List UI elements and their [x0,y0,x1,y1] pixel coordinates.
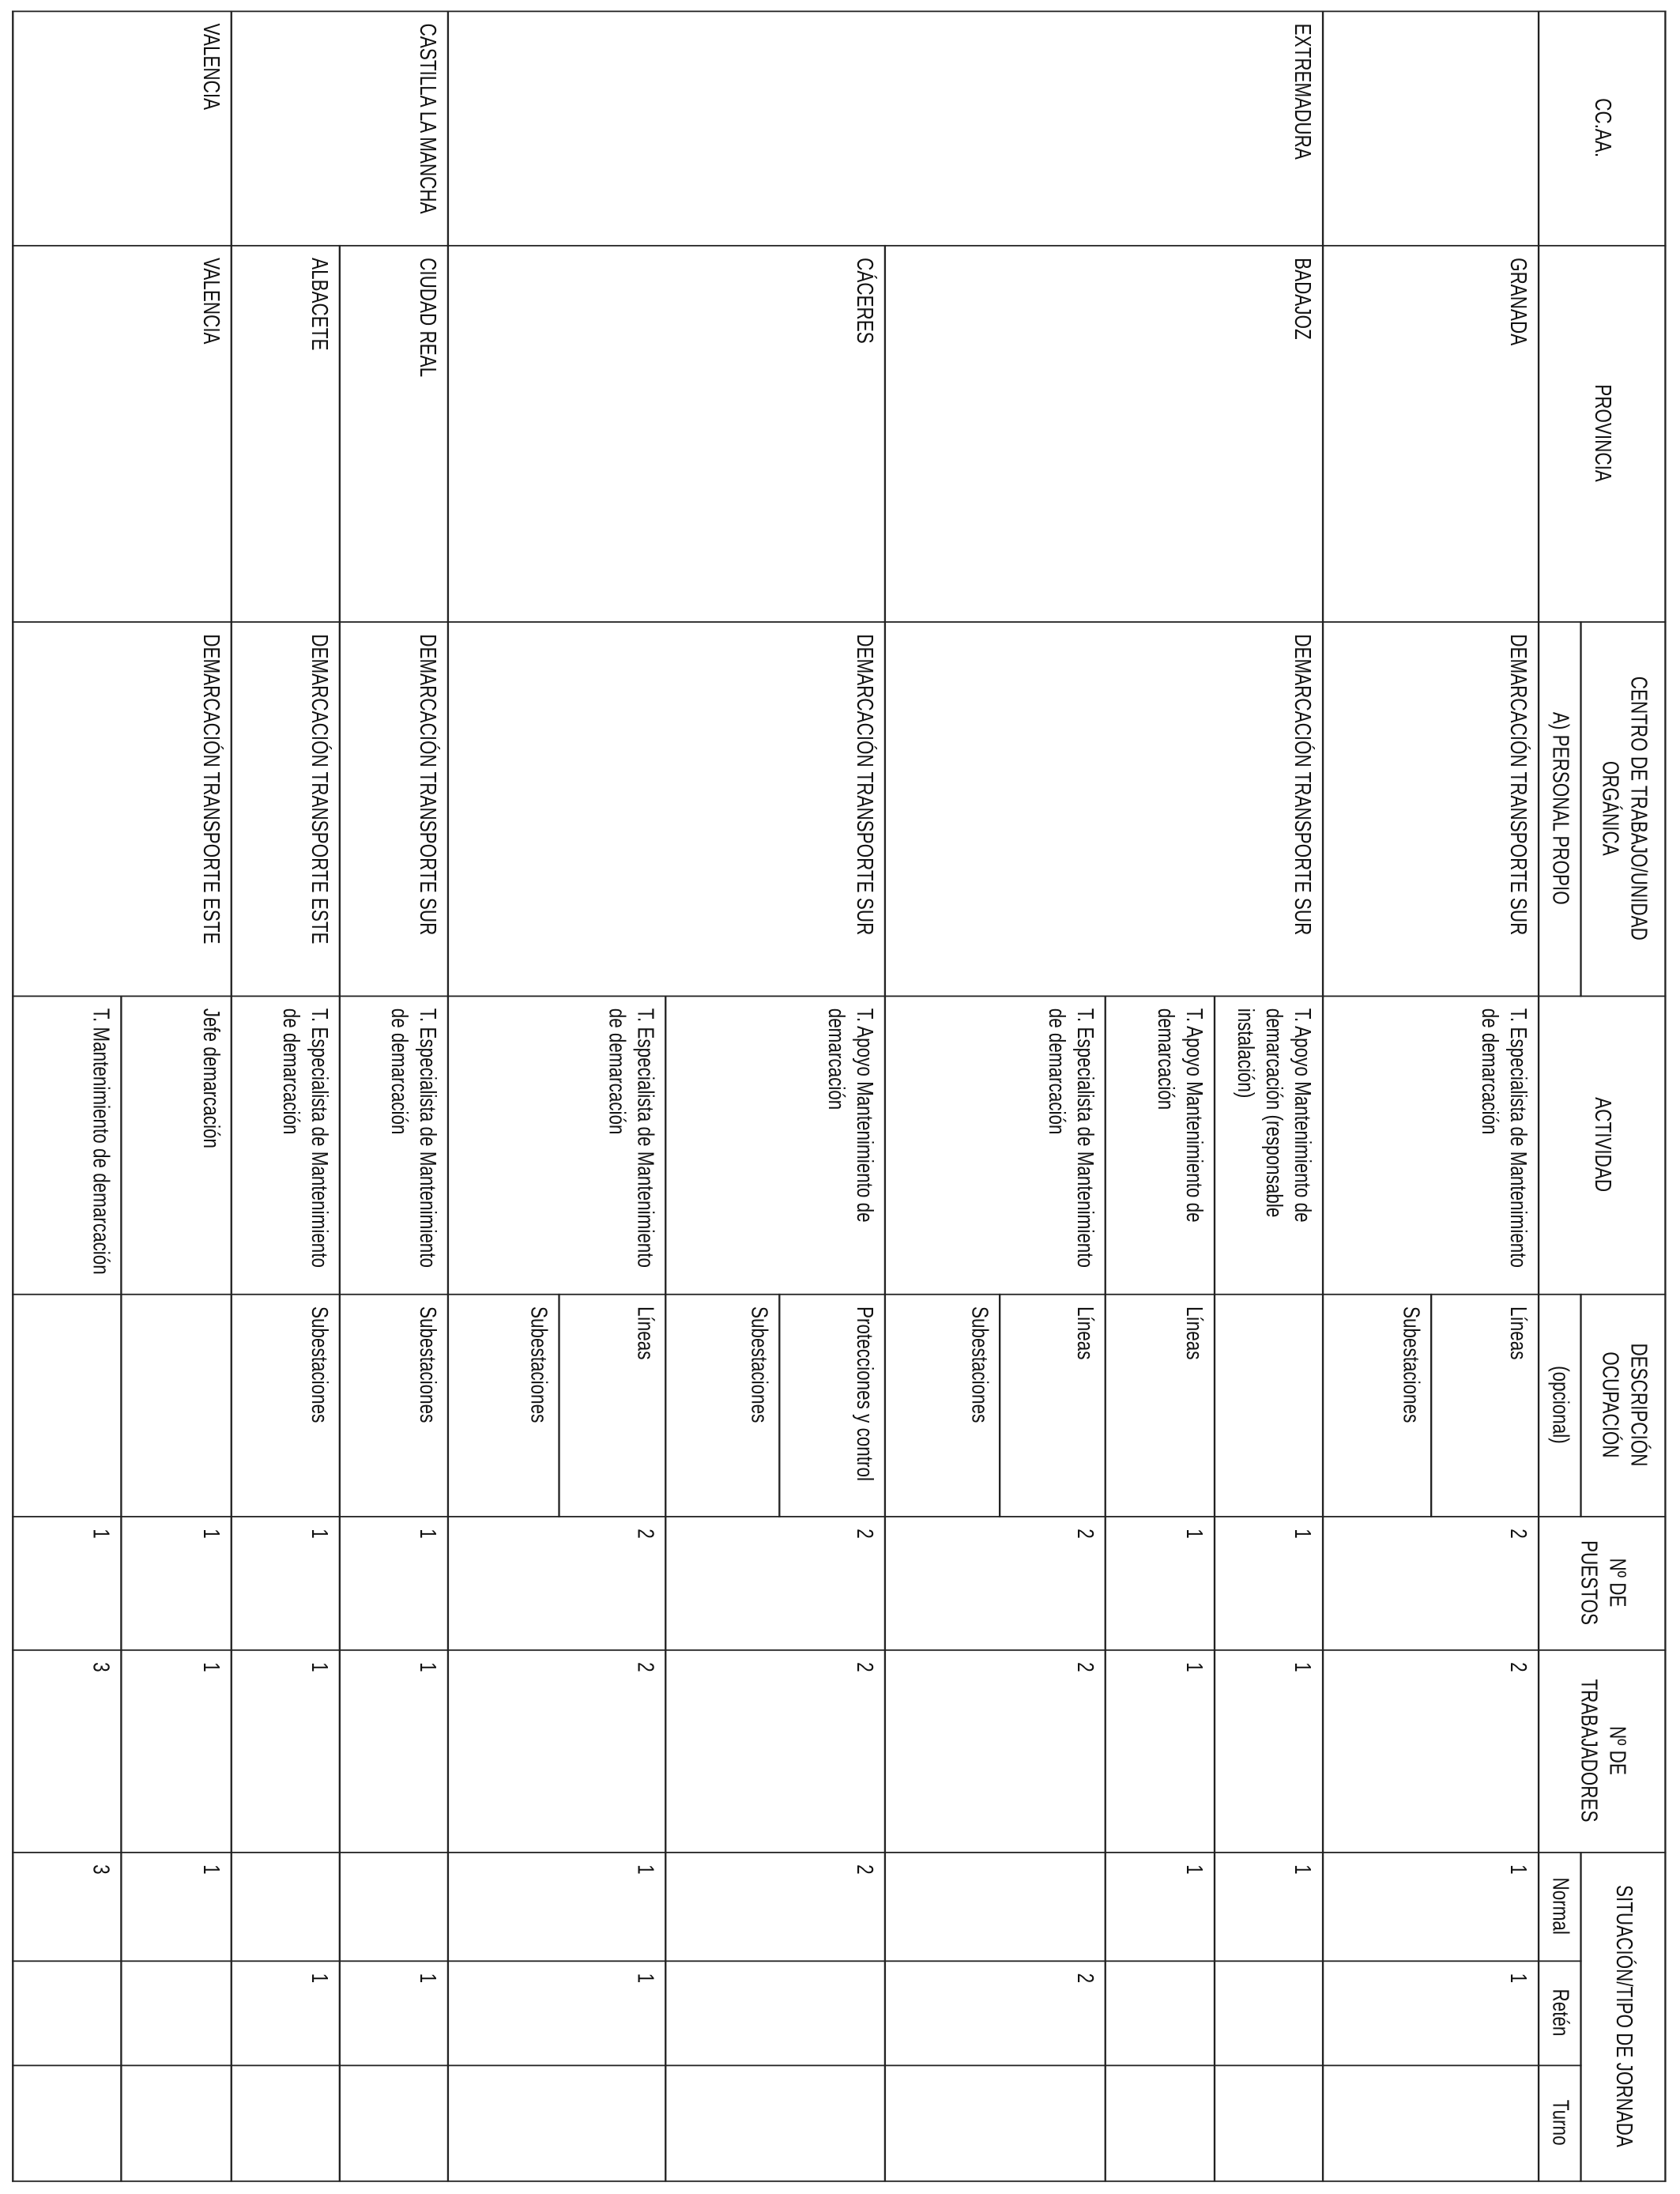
grid-line [231,245,232,623]
header-opcional: (opcional) [1548,1366,1574,1444]
grid-line [12,245,1666,247]
cell-puestos: 2 [632,1529,658,1539]
grid-line [665,996,666,2182]
cell-puestos: 1 [307,1529,333,1539]
grid-line [12,1516,1666,1517]
header-personal-propio: A) PERSONAL PROPIO [1548,711,1574,905]
cell-puestos: 2 [1505,1529,1531,1539]
cell-puestos: 1 [198,1529,224,1539]
header-centro: CENTRO DE TRABAJO/UNIDAD ORGÁNICA [1597,676,1652,941]
grid-line [447,621,449,997]
grid-line [339,996,341,2182]
grid-line [12,1960,1582,1962]
cell-reten: 1 [307,1973,333,1984]
cell-actividad: Jefe demarcación [198,1008,224,1148]
cell-provincia: GRANADA [1505,258,1531,346]
grid-line [12,621,1666,623]
cell-reten: 1 [632,1973,658,1984]
cell-trabajadores: 2 [852,1662,878,1672]
cell-trabajadores: 3 [88,1662,115,1672]
cell-trabajadores: 1 [1290,1662,1316,1672]
grid-line [1580,1294,1581,1517]
grid-line [1322,10,1324,246]
cell-descripcion-sub: Subestaciones [525,1306,552,1423]
cell-centro: DEMARCACIÓN TRANSPORTE SUR [852,634,878,936]
cell-puestos: 1 [88,1529,115,1539]
header-descripcion: DESCRIPCIÓN OCUPACIÓN [1597,1343,1652,1467]
cell-actividad: T. Mantenimiento de demarcación [88,1008,115,1275]
header-turno: Turno [1548,2099,1574,2146]
cell-provincia: CÁCERES [852,258,878,344]
grid-line [339,245,341,623]
cell-normal: 1 [198,1864,224,1875]
cell-puestos: 1 [1290,1529,1316,1539]
header-provincia: PROVINCIA [1590,384,1617,482]
cell-descripcion: Subestaciones [307,1306,333,1423]
cell-actividad: T. Apoyo Mantenimiento de demarcación [1153,1008,1207,1223]
cell-normal: 1 [1505,1864,1531,1875]
cell-descripcion-sub: Subestaciones [1398,1306,1424,1423]
grid-line [120,996,122,2182]
header-reten: Retén [1548,1989,1574,2037]
grid-line [1664,10,1666,2181]
cell-descripcion-sub: Subestaciones [966,1306,993,1423]
cell-actividad: T. Apoyo Mantenimiento de demarcación [823,1008,878,1223]
cell-trabajadores: 1 [1181,1662,1207,1672]
cell-trabajadores: 1 [198,1662,224,1672]
cell-normal: 1 [1290,1864,1316,1875]
grid-line [1322,996,1324,2182]
header-ccaa: CC.AA. [1590,98,1617,158]
cell-trabajadores: 2 [1072,1662,1098,1672]
cell-descripcion: Líneas [1072,1306,1098,1360]
cell-trabajadores: 1 [415,1662,441,1672]
cell-normal: 1 [1181,1864,1207,1875]
cell-provincia: ALBACETE [307,258,333,351]
cell-trabajadores: 1 [307,1662,333,1672]
cell-ccaa: CASTILLA LA MANCHA [415,23,441,214]
cell-reten: 1 [415,1973,441,1984]
cell-descripcion: Líneas [1505,1306,1531,1360]
grid-line [12,1294,1666,1295]
cell-actividad: T. Apoyo Mantenimiento de demarcación (responsable instalación) [1233,1008,1316,1223]
cell-descripcion-sub: Subestaciones [746,1306,773,1423]
grid-line [447,245,449,623]
grid-line [1580,1852,1581,2182]
grid-line [231,621,232,997]
cell-puestos: 1 [1181,1529,1207,1539]
grid-line [12,2181,1666,2182]
grid-line [447,996,449,2182]
grid-line [558,1294,559,1517]
cell-provincia: VALENCIA [198,258,224,345]
cell-centro: DEMARCACIÓN TRANSPORTE SUR [1505,634,1531,936]
grid-line [447,10,449,246]
cell-centro: DEMARCACIÓN TRANSPORTE SUR [1290,634,1316,936]
cell-normal: 1 [632,1864,658,1875]
grid-line [884,621,886,997]
cell-centro: DEMARCACIÓN TRANSPORTE ESTE [307,634,333,944]
cell-actividad: T. Especialista de Mantenimiento de demarcación [386,1008,441,1269]
cell-ccaa: VALENCIA [198,23,224,111]
header-situacion: SITUACIÓN/TIPO DE JORNADA [1611,1884,1637,2147]
grid-line [1430,1294,1432,1517]
grid-line [231,10,232,246]
cell-normal: 3 [88,1864,115,1875]
grid-line [12,10,13,2181]
grid-line [1322,245,1324,623]
cell-descripcion: Subestaciones [415,1306,441,1423]
header-puestos: Nº DE PUESTOS [1576,1540,1631,1625]
grid-line [1214,996,1215,2182]
grid-line [1580,621,1581,997]
grid-line [339,621,341,997]
cell-provincia: BADAJOZ [1290,258,1316,340]
cell-puestos: 2 [852,1529,878,1539]
cell-puestos: 1 [415,1529,441,1539]
cell-actividad: T. Especialista de Mantenimiento de demarcación [1477,1008,1531,1269]
cell-reten: 1 [1505,1973,1531,1984]
cell-descripcion: Protecciones y control [852,1306,878,1481]
cell-actividad: T. Especialista de Mantenimiento de demarcación [604,1008,658,1269]
header-trabajadores: Nº DE TRABAJADORES [1576,1679,1631,1823]
cell-centro: DEMARCACIÓN TRANSPORTE SUR [415,634,441,936]
cell-provincia: CIUDAD REAL [415,258,441,378]
grid-line [778,1294,780,1517]
grid-line [12,1852,1666,1853]
cell-trabajadores: 2 [632,1662,658,1672]
header-normal: Normal [1548,1877,1574,1935]
grid-line [884,996,886,2182]
cell-trabajadores: 2 [1505,1662,1531,1672]
grid-line [1105,996,1106,2182]
grid-line [12,996,1666,997]
grid-line [231,996,232,2182]
cell-reten: 2 [1072,1973,1098,1984]
header-actividad: ACTIVIDAD [1590,1097,1617,1193]
cell-ccaa: EXTREMADURA [1290,23,1316,160]
grid-line [12,1649,1666,1651]
grid-line [12,2064,1582,2066]
grid-line [12,10,1666,12]
grid-line [884,245,886,623]
cell-descripcion: Líneas [632,1306,658,1360]
cell-actividad: T. Especialista de Mantenimiento de demarcación [278,1008,333,1269]
cell-actividad: T. Especialista de Mantenimiento de demarcación [1043,1008,1098,1269]
grid-line [1538,10,1539,2181]
cell-descripcion: Líneas [1181,1306,1207,1360]
grid-line [999,1294,1000,1517]
cell-puestos: 2 [1072,1529,1098,1539]
grid-line [1322,621,1324,997]
cell-centro: DEMARCACIÓN TRANSPORTE ESTE [198,634,224,944]
cell-normal: 2 [852,1864,878,1875]
